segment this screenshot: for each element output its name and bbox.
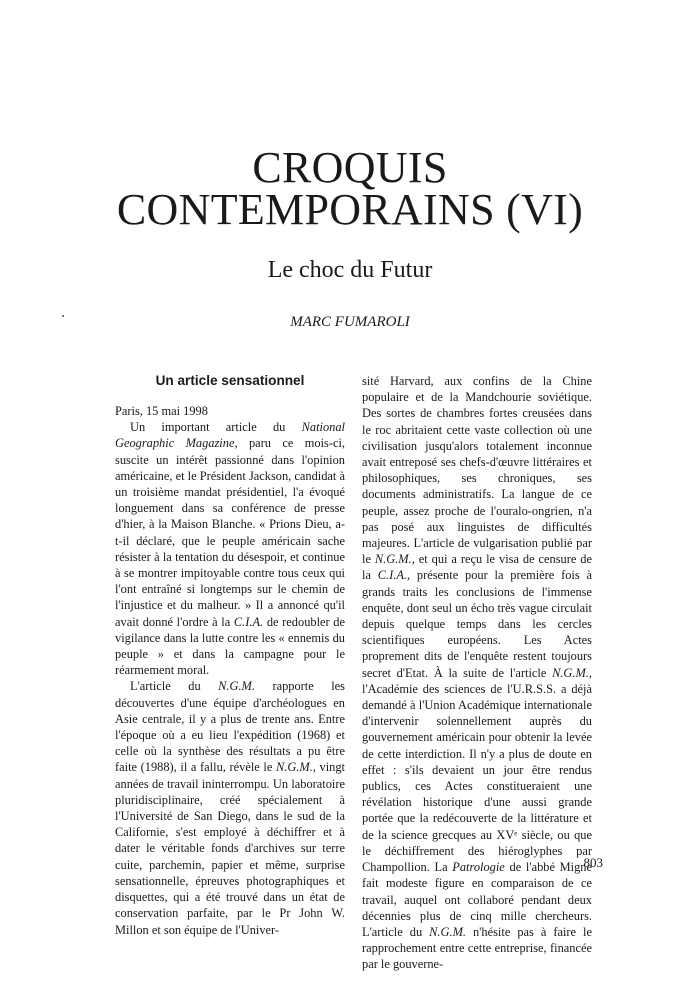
section-heading: Un article sensationnel [155, 373, 305, 388]
dateline: Paris, 15 mai 1998 [115, 404, 208, 418]
column-left [115, 373, 345, 938]
author: MARC FUMAROLI [290, 314, 410, 330]
title-line-2: CONTEMPORAINS (VI) [116, 185, 584, 234]
paragraph-continued: sité Harvard, aux confins de la Chine populaire et de la Mandchourie soviétique. Des sortes de chambres fortes creusées dans le roc abritaient cette vaste collection où une civilisation jusqu'alors totalement inconnue avait entreposé ses chefs-d'œuvre littéraires et philosophiques, ses chroniques, ses documents administratifs. La langue de ce peuple, assez proche de l'ouralo-ongrien, n'a pas posé aux linguistes de difficultés majeures. L'article de vulgarisation publié par le N.G.M., et qui a reçu le visa de censure de la C.I.A., présente pour la première fois à grands traits les conclusions de l'immense enquête, dont seul un écho très vague circulait depuis quelque temps dans les cercles scientifiques européens. Les Actes proprement dits de l'enquête restent toujours secret d'Etat. À la suite de l'article N.G.M., l'Académie des sciences de l'U.R.S.S. a déjà demandé à l'Union Académique internationale d'intervenir solennellement auprès du gouvernement américain pour obtenir la levée de cette interdiction. Il n'y a plus de doute en effet : s'ils devaient un jour être rendus publics, ces Actes constitueraient une révélation historique d'une aussi grande portée que la redécouverte de la littérature et de la science grecques au XVᵉ siècle, ou que le déchiffrement des hiéroglyphes par Champollion. La Patrologie de l'abbé Migne fait modeste figure en comparaison de ce travail, auquel ont collaboré pendant deux décennies plus de cinq mille chercheurs. L'article du N.G.M. n'hésite pas à faire le rapprochement entre cette entreprise, financée par le gouverne- [362, 374, 592, 972]
subtitle: Le choc du Futur [267, 257, 433, 283]
paragraph-2: L'article du N.G.M. rapporte les découvertes d'une équipe d'archéologues en Asie centrale, il y a plus de trente ans. Entre l'époque où a eu lieu l'expédition (1968) et celle où la synthèse des résultats a pu être faite (1988), il a fallu, révèle le N.G.M., vingt années de travail ininterrompu. Un laboratoire pluridisciplinaire, créé spécialement à l'Université de San Diego, dans le sud de la Californie, s'est employé à déchiffrer et à dater le véritable fonds d'archives sur terre cuite, parchemin, papier et même, surprise sensationnelle, épreuves photographiques et disquettes, qui a été trouvé dans un état de conservation parfaite, par le Pr John W. Millon et son équipe de l'Univer- [115, 679, 345, 937]
column-right [362, 373, 592, 973]
page-number: 803 [583, 855, 603, 870]
title-line-1: CROQUIS [252, 143, 448, 192]
paragraph-1: Un important article du National Geographic Magazine, paru ce mois-ci, suscite un intérêt passionné dans l'opinion américaine, et le Président Jackson, candidat à un troisième mandat présidentiel, l'a évoqué longuement dans sa conférence de presse d'hier, à la Maison Blanche. « Prions Dieu, a-t-il déclaré, que le peuple américain sache résister à la tentation du désespoir, et continue à se montrer impitoyable contre tous ceux qui l'ont entraîné si longtemps sur le chemin de l'injustice et du malheur. » Il a annoncé qu'il avait donné l'ordre à la C.I.A. de redoubler de vigilance dans la lutte contre les « ennemis du peuple » et dans la campagne pour le réarmement moral. [115, 420, 346, 678]
